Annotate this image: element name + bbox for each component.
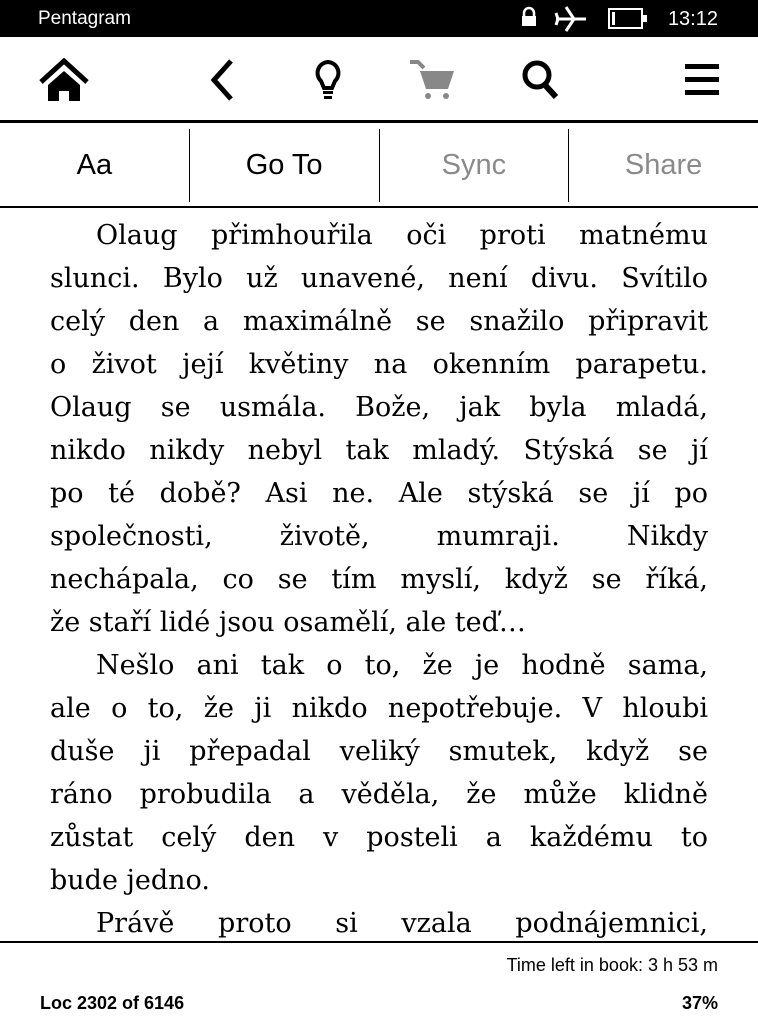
text-line: zůstat celý den v posteli a každému to — [50, 822, 708, 853]
share-button[interactable]: Share — [624, 149, 703, 181]
text-line: Olaug přimhouřila oči proti matnému — [96, 220, 708, 251]
text-line: společnosti, životě, mumraji. Nikdy — [50, 521, 708, 552]
home-button[interactable] — [36, 55, 92, 105]
book-title: Pentagram — [38, 8, 131, 29]
time-left: Time left in book: 3 h 53 m — [506, 955, 718, 975]
menu-button[interactable] — [674, 55, 730, 105]
go-to-button[interactable]: Go To — [190, 129, 380, 202]
reader-menu — [0, 126, 758, 208]
home-icon — [38, 58, 90, 102]
text-line: ale o to, že ji nikdo nepotřebuje. V hloubi — [50, 693, 708, 724]
percent-read: 37% — [681, 993, 718, 1013]
menu-icon — [685, 62, 719, 98]
font-settings-button[interactable]: Aa — [0, 129, 190, 202]
text-line: ráno probudila a věděla, že může klidně — [50, 779, 708, 810]
toolbar — [0, 37, 758, 123]
text-line: bude jedno. — [50, 865, 210, 896]
text-line: o život její květiny na okenním parapetu. — [50, 349, 708, 380]
light-button[interactable] — [300, 55, 356, 105]
back-button[interactable] — [194, 55, 250, 105]
back-icon — [207, 59, 237, 101]
text-line: nikdo nikdy nebyl tak mladý. Stýská se jí — [50, 435, 708, 466]
text-line: Nešlo ani tak o to, že je hodně sama, — [96, 650, 708, 681]
search-button[interactable] — [514, 55, 570, 105]
text-line: celý den a maximálně se snažilo připravit — [50, 306, 708, 337]
text-line: duše ji přepadal veliký smutek, když se — [50, 736, 708, 767]
lock-icon — [520, 6, 538, 33]
text-line: že staří lidé jsou osamělí, ale teď… — [50, 607, 526, 638]
text-line: Olaug se usmála. Bože, jak byla mladá, — [50, 392, 708, 423]
sync-button[interactable]: Sync — [380, 129, 570, 202]
clock: 13:12 — [667, 8, 718, 30]
battery-icon — [608, 8, 648, 35]
book-text[interactable] — [50, 214, 708, 945]
text-line: slunci. Bylo už unavené, není divu. Svítilo — [50, 263, 708, 294]
location: Loc 2302 of 6146 — [40, 993, 185, 1013]
store-button[interactable] — [405, 55, 461, 105]
text-line: nechápala, co se tím myslí, když se říká, — [50, 564, 708, 595]
status-bar — [0, 0, 758, 37]
light-icon — [313, 59, 343, 101]
store-cart-icon — [408, 59, 458, 101]
search-icon — [520, 58, 564, 102]
text-line: po té době? Asi ne. Ale stýská se jí po — [50, 478, 708, 509]
text-line: Právě proto si vzala podnájemnici, — [96, 908, 708, 939]
footer-divider — [0, 941, 758, 943]
airplane-icon — [554, 5, 590, 38]
